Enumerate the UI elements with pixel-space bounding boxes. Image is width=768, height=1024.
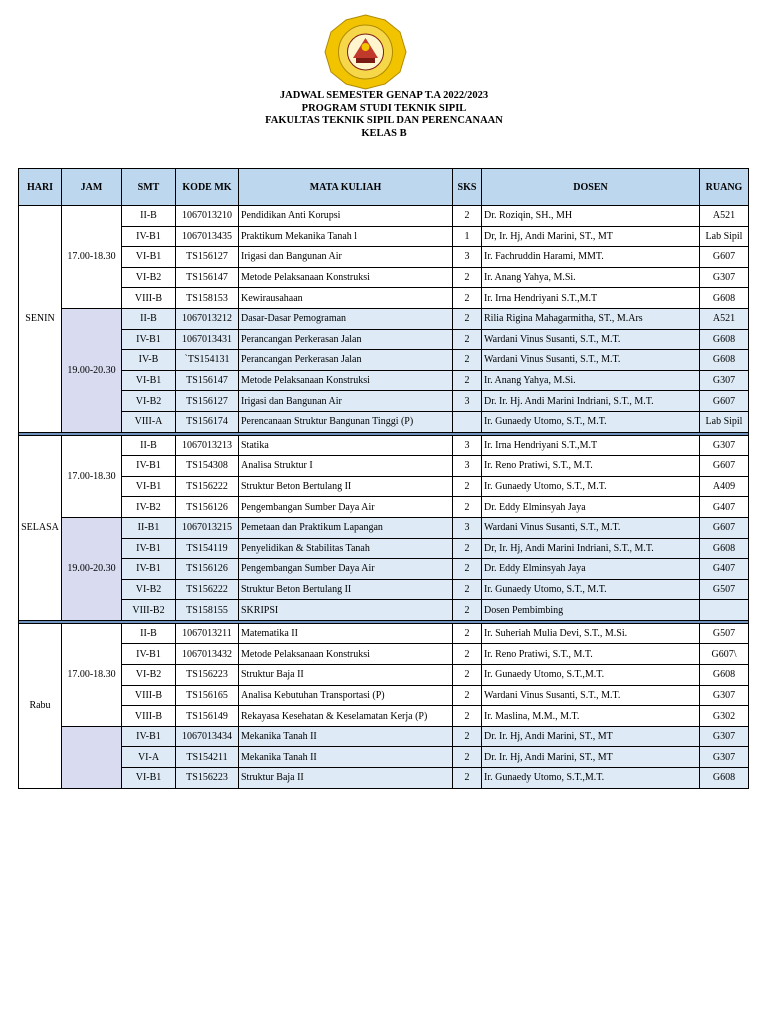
mata-kuliah-cell: Metode Pelaksanaan Konstruksi: [239, 644, 453, 665]
dosen-cell: Rilia Rigina Mahagarmitha, ST., M.Ars: [482, 308, 700, 329]
dosen-cell: Ir. Gunaedy Utomo, S.T., M.T.: [482, 411, 700, 432]
mata-kuliah-cell: Statika: [239, 435, 453, 456]
kode-mk-cell: `TS154131: [176, 350, 239, 371]
smt-cell: IV-B1: [122, 726, 176, 747]
kode-mk-cell: TS156165: [176, 685, 239, 706]
kode-mk-cell: TS154308: [176, 456, 239, 477]
mata-kuliah-cell: Pendidikan Anti Korupsi: [239, 206, 453, 227]
ruang-cell: [700, 600, 749, 621]
dosen-cell: Ir. Irna Hendriyani S.T.,M.T: [482, 288, 700, 309]
smt-cell: VI-B1: [122, 476, 176, 497]
table-row: [19, 768, 749, 789]
dosen-cell: Dosen Pembimbing: [482, 600, 700, 621]
dosen-cell: Wardani Vinus Susanti, S.T., M.T.: [482, 350, 700, 371]
kode-mk-cell: 1067013211: [176, 623, 239, 644]
kode-mk-cell: TS154211: [176, 747, 239, 768]
smt-cell: VIII-B: [122, 685, 176, 706]
kode-mk-cell: 1067013431: [176, 329, 239, 350]
dosen-cell: Ir. Gunaedy Utomo, S.T.,M.T.: [482, 768, 700, 789]
dosen-cell: Ir. Anang Yahya, M.Si.: [482, 370, 700, 391]
mata-kuliah-cell: Pengembangan Sumber Daya Air: [239, 559, 453, 580]
kode-mk-cell: TS156127: [176, 247, 239, 268]
dosen-cell: Wardani Vinus Susanti, S.T., M.T.: [482, 329, 700, 350]
smt-cell: VI-B2: [122, 267, 176, 288]
ruang-cell: Lab Sipil: [700, 226, 749, 247]
table-row: [19, 267, 749, 288]
ruang-cell: G307: [700, 726, 749, 747]
table-row: [19, 497, 749, 518]
ruang-cell: A409: [700, 476, 749, 497]
sks-cell: 2: [453, 726, 482, 747]
mata-kuliah-cell: Analisa Kebutuhan Transportasi (P): [239, 685, 453, 706]
smt-cell: VI-B1: [122, 247, 176, 268]
table-row: [19, 350, 749, 371]
smt-cell: VIII-B2: [122, 600, 176, 621]
mata-kuliah-cell: SKRIPSI: [239, 600, 453, 621]
table-row: [19, 538, 749, 559]
ruang-cell: G608: [700, 329, 749, 350]
sks-cell: 2: [453, 600, 482, 621]
ruang-cell: G507: [700, 579, 749, 600]
header-faculty: FAKULTAS TEKNIK SIPIL DAN PERENCANAAN: [265, 115, 503, 126]
kode-mk-cell: 1067013213: [176, 435, 239, 456]
dosen-cell: Dr, Ir. Hj, Andi Marini, ST., MT: [482, 226, 700, 247]
dosen-cell: Dr. Eddy Elminsyah Jaya: [482, 559, 700, 580]
mata-kuliah-cell: Penyelidikan & Stabilitas Tanah: [239, 538, 453, 559]
table-row: [19, 411, 749, 432]
dosen-cell: Ir. Fachruddin Harami, MMT.: [482, 247, 700, 268]
mata-kuliah-cell: Struktur Baja II: [239, 768, 453, 789]
kode-mk-cell: TS158155: [176, 600, 239, 621]
smt-cell: II-B: [122, 623, 176, 644]
smt-cell: VI-B1: [122, 370, 176, 391]
col-header-smt: SMT: [122, 169, 176, 206]
table-row: [19, 559, 749, 580]
sks-cell: 3: [453, 456, 482, 477]
day-cell: Rabu: [19, 623, 62, 788]
kode-mk-cell: 1067013435: [176, 226, 239, 247]
smt-cell: IV-B1: [122, 329, 176, 350]
table-row: [19, 747, 749, 768]
sks-cell: 2: [453, 706, 482, 727]
sks-cell: 2: [453, 579, 482, 600]
kode-mk-cell: TS156149: [176, 706, 239, 727]
mata-kuliah-cell: Rekayasa Kesehatan & Keselamatan Kerja (P): [239, 706, 453, 727]
mata-kuliah-cell: Struktur Baja II: [239, 665, 453, 686]
col-header-ruang: RUANG: [700, 169, 749, 206]
smt-cell: II-B: [122, 206, 176, 227]
dosen-cell: Ir. Gunaedy Utomo, S.T., M.T.: [482, 579, 700, 600]
day-cell: SENIN: [19, 206, 62, 433]
sks-cell: 2: [453, 747, 482, 768]
dosen-cell: Ir. Suheriah Mulia Devi, S.T., M.Si.: [482, 623, 700, 644]
mata-kuliah-cell: Dasar-Dasar Pemograman: [239, 308, 453, 329]
sks-cell: 2: [453, 350, 482, 371]
table-row: [19, 226, 749, 247]
smt-cell: VIII-A: [122, 411, 176, 432]
table-row: [19, 370, 749, 391]
dosen-cell: Dr. Eddy Elminsyah Jaya: [482, 497, 700, 518]
sks-cell: 2: [453, 370, 482, 391]
table-row: [19, 206, 749, 227]
kode-mk-cell: 1067013432: [176, 644, 239, 665]
ruang-cell: G607: [700, 456, 749, 477]
table-row: [19, 644, 749, 665]
sks-cell: 3: [453, 517, 482, 538]
smt-cell: VI-B2: [122, 665, 176, 686]
sks-cell: 2: [453, 559, 482, 580]
ruang-cell: G607: [700, 517, 749, 538]
smt-cell: II-B1: [122, 517, 176, 538]
mata-kuliah-cell: Struktur Beton Bertulang II: [239, 476, 453, 497]
kode-mk-cell: TS156127: [176, 391, 239, 412]
dosen-cell: Wardani Vinus Susanti, S.T., M.T.: [482, 685, 700, 706]
dosen-cell: Dr. Ir. Hj. Andi Marini Indriani, S.T., M.T.: [482, 391, 700, 412]
ruang-cell: G608: [700, 665, 749, 686]
mata-kuliah-cell: Mekanika Tanah II: [239, 747, 453, 768]
dosen-cell: Ir. Anang Yahya, M.Si.: [482, 267, 700, 288]
time-cell: 17.00-18.30: [62, 206, 122, 309]
dosen-cell: Dr. Ir. Hj, Andi Marini, ST., MT: [482, 726, 700, 747]
mata-kuliah-cell: Pemetaan dan Praktikum Lapangan: [239, 517, 453, 538]
smt-cell: IV-B1: [122, 644, 176, 665]
mata-kuliah-cell: Irigasi dan Bangunan Air: [239, 391, 453, 412]
ruang-cell: G607: [700, 247, 749, 268]
schedule-header: [0, 90, 768, 140]
ruang-cell: G507: [700, 623, 749, 644]
col-header-mata-kuliah: MATA KULIAH: [239, 169, 453, 206]
ruang-cell: G608: [700, 350, 749, 371]
sks-cell: 2: [453, 206, 482, 227]
col-header-kode-mk: KODE MK: [176, 169, 239, 206]
mata-kuliah-cell: Perancangan Perkerasan Jalan: [239, 350, 453, 371]
mata-kuliah-cell: Metode Pelaksanaan Konstruksi: [239, 370, 453, 391]
sks-cell: 2: [453, 476, 482, 497]
kode-mk-cell: TS156147: [176, 370, 239, 391]
ruang-cell: G307: [700, 267, 749, 288]
dosen-cell: Ir. Maslina, M.M., M.T.: [482, 706, 700, 727]
smt-cell: IV-B2: [122, 497, 176, 518]
kode-mk-cell: 1067013434: [176, 726, 239, 747]
smt-cell: VIII-B: [122, 706, 176, 727]
col-header-jam: JAM: [62, 169, 122, 206]
sks-cell: 3: [453, 391, 482, 412]
kode-mk-cell: TS156222: [176, 476, 239, 497]
col-header-sks: SKS: [453, 169, 482, 206]
ruang-cell: G307: [700, 747, 749, 768]
kode-mk-cell: TS154119: [176, 538, 239, 559]
kode-mk-cell: TS156174: [176, 411, 239, 432]
table-row: [19, 456, 749, 477]
smt-cell: VI-A: [122, 747, 176, 768]
sks-cell: 2: [453, 538, 482, 559]
dosen-cell: Dr. Roziqin, SH., MH: [482, 206, 700, 227]
ruang-cell: G607\: [700, 644, 749, 665]
mata-kuliah-cell: Struktur Beton Bertulang II: [239, 579, 453, 600]
time-cell: 19.00-20.30: [62, 308, 122, 432]
ruang-cell: G307: [700, 685, 749, 706]
table-row: [19, 476, 749, 497]
kode-mk-cell: TS156126: [176, 497, 239, 518]
sks-cell: 2: [453, 644, 482, 665]
table-row: [19, 665, 749, 686]
smt-cell: IV-B1: [122, 456, 176, 477]
table-row: [19, 288, 749, 309]
table-row: [19, 726, 749, 747]
dosen-cell: Ir. Reno Pratiwi, S.T., M.T.: [482, 644, 700, 665]
sks-cell: 2: [453, 329, 482, 350]
ruang-cell: G302: [700, 706, 749, 727]
sks-cell: 2: [453, 288, 482, 309]
kode-mk-cell: 1067013215: [176, 517, 239, 538]
sks-cell: 1: [453, 226, 482, 247]
ruang-cell: G307: [700, 370, 749, 391]
table-row: [19, 517, 749, 538]
sks-cell: 3: [453, 247, 482, 268]
sks-cell: 2: [453, 665, 482, 686]
sks-cell: 2: [453, 267, 482, 288]
header-class: KELAS B: [361, 127, 407, 139]
kode-mk-cell: TS156147: [176, 267, 239, 288]
mata-kuliah-cell: Kewirausahaan: [239, 288, 453, 309]
table-row: [19, 623, 749, 644]
smt-cell: VI-B2: [122, 579, 176, 600]
sks-cell: 2: [453, 685, 482, 706]
smt-cell: II-B: [122, 435, 176, 456]
sks-cell: [453, 411, 482, 432]
dosen-cell: Ir. Irna Hendriyani S.T.,M.T: [482, 435, 700, 456]
sks-cell: 2: [453, 308, 482, 329]
ruang-cell: G608: [700, 768, 749, 789]
dosen-cell: Ir. Gunaedy Utomo, S.T.,M.T.: [482, 665, 700, 686]
ruang-cell: G407: [700, 497, 749, 518]
smt-cell: VIII-B: [122, 288, 176, 309]
smt-cell: IV-B1: [122, 559, 176, 580]
table-row: [19, 706, 749, 727]
ruang-cell: G407: [700, 559, 749, 580]
col-header-dosen: DOSEN: [482, 169, 700, 206]
table-row: [19, 579, 749, 600]
table-row: [19, 600, 749, 621]
kode-mk-cell: TS156223: [176, 768, 239, 789]
kode-mk-cell: TS156223: [176, 665, 239, 686]
ruang-cell: G607: [700, 391, 749, 412]
ruang-cell: G608: [700, 288, 749, 309]
mata-kuliah-cell: Analisa Struktur I: [239, 456, 453, 477]
ruang-cell: G307: [700, 435, 749, 456]
dosen-cell: Ir. Reno Pratiwi, S.T., M.T.: [482, 456, 700, 477]
smt-cell: IV-B1: [122, 226, 176, 247]
table-row: [19, 391, 749, 412]
ruang-cell: A521: [700, 206, 749, 227]
table-row: [19, 685, 749, 706]
mata-kuliah-cell: Praktikum Mekanika Tanah l: [239, 226, 453, 247]
dosen-cell: Ir. Gunaedy Utomo, S.T., M.T.: [482, 476, 700, 497]
schedule-body: [19, 206, 749, 789]
smt-cell: II-B: [122, 308, 176, 329]
header-title: JADWAL SEMESTER GENAP T.A 2022/2023: [279, 90, 489, 101]
table-header-row: [19, 169, 749, 206]
table-row: [19, 329, 749, 350]
mata-kuliah-cell: Pengembangan Sumber Daya Air: [239, 497, 453, 518]
sks-cell: 2: [453, 623, 482, 644]
header-program: PROGRAM STUDI TEKNIK SIPIL: [301, 102, 467, 114]
table-row: [19, 308, 749, 329]
mata-kuliah-cell: Metode Pelaksanaan Konstruksi: [239, 267, 453, 288]
dosen-cell: Dr. Ir. Hj, Andi Marini, ST., MT: [482, 747, 700, 768]
kode-mk-cell: 1067013212: [176, 308, 239, 329]
ruang-cell: G608: [700, 538, 749, 559]
sks-cell: 2: [453, 497, 482, 518]
kode-mk-cell: TS156126: [176, 559, 239, 580]
university-logo: [323, 14, 408, 90]
table-row: [19, 247, 749, 268]
smt-cell: IV-B: [122, 350, 176, 371]
kode-mk-cell: 1067013210: [176, 206, 239, 227]
sks-cell: 2: [453, 768, 482, 789]
day-cell: SELASA: [19, 435, 62, 620]
smt-cell: IV-B1: [122, 538, 176, 559]
time-cell: 19.00-20.30: [62, 517, 122, 620]
kode-mk-cell: TS156222: [176, 579, 239, 600]
time-cell: [62, 726, 122, 788]
smt-cell: VI-B2: [122, 391, 176, 412]
mata-kuliah-cell: Perancangan Perkerasan Jalan: [239, 329, 453, 350]
smt-cell: VI-B1: [122, 768, 176, 789]
kode-mk-cell: TS158153: [176, 288, 239, 309]
mata-kuliah-cell: Mekanika Tanah II: [239, 726, 453, 747]
col-header-hari: HARI: [19, 169, 62, 206]
table-row: [19, 435, 749, 456]
mata-kuliah-cell: Perencanaan Struktur Bangunan Tinggi (P): [239, 411, 453, 432]
ruang-cell: Lab Sipil: [700, 411, 749, 432]
mata-kuliah-cell: Irigasi dan Bangunan Air: [239, 247, 453, 268]
schedule-table: [18, 168, 749, 789]
time-cell: 17.00-18.30: [62, 435, 122, 517]
sks-cell: 3: [453, 435, 482, 456]
dosen-cell: Dr, Ir. Hj, Andi Marini Indriani, S.T., M.T.: [482, 538, 700, 559]
time-cell: 17.00-18.30: [62, 623, 122, 726]
dosen-cell: Wardani Vinus Susanti, S.T., M.T.: [482, 517, 700, 538]
mata-kuliah-cell: Matematika II: [239, 623, 453, 644]
ruang-cell: A521: [700, 308, 749, 329]
